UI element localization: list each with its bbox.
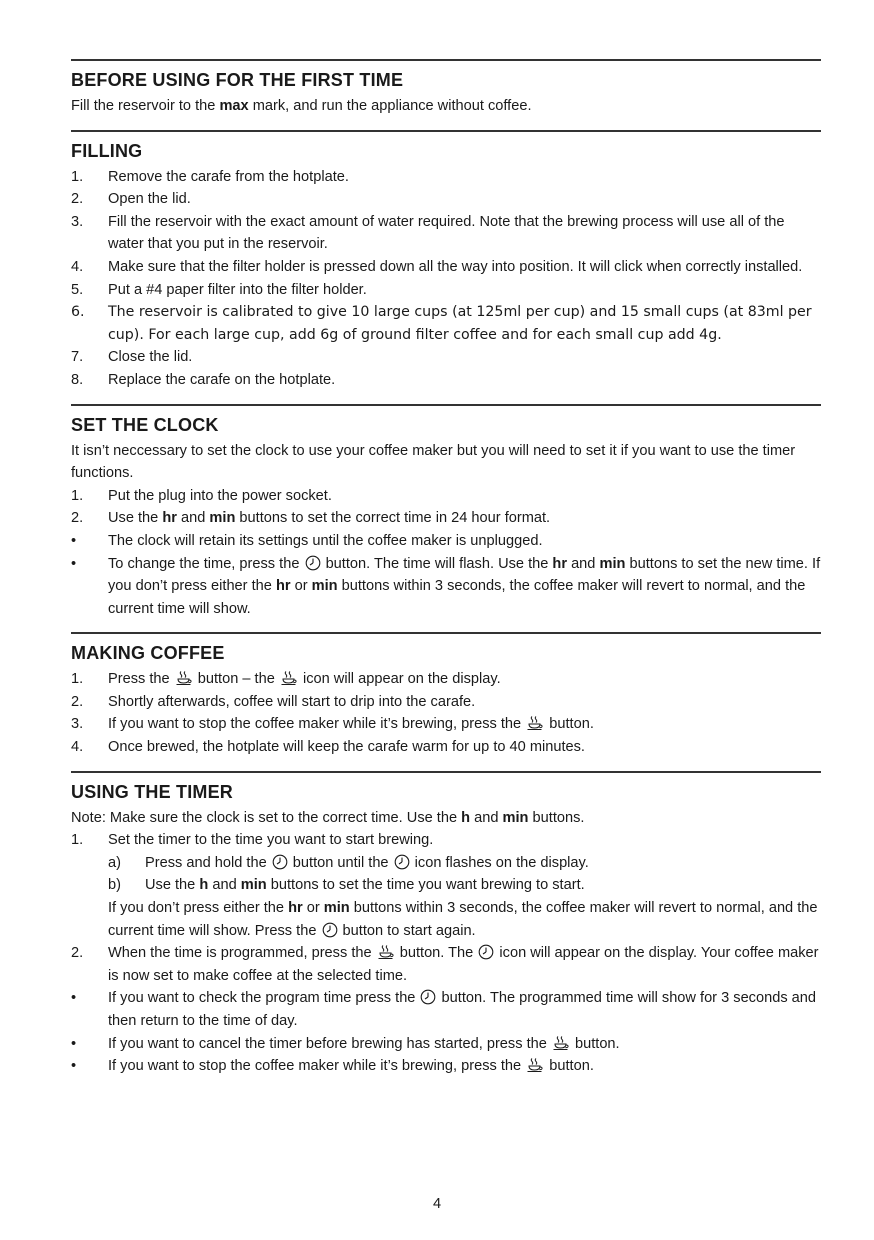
list-item: 8. Replace the carafe on the hotplate. (71, 371, 336, 388)
bullet-item: • The clock will retain its settings until the coffee maker is unplugged. (71, 532, 543, 549)
list-item: 3. If you want to stop the coffee maker while it’s brewing, press the button. (71, 716, 594, 733)
page-number: 4 (432, 1196, 442, 1212)
bullet-item: • To change the time, press the button. The time will flash. Use the hr and min buttons to set the new time. If you don’t press either the hr or min buttons within 3 seconds, the coffee maker will revert to normal, and the current time will show. (71, 555, 821, 617)
note: Note: Make sure the clock is set to the correct time. Use the h and min buttons. (71, 809, 585, 826)
paragraph: Fill the reservoir to the max mark, and run the appliance without coffee. (71, 98, 532, 114)
list-item: 2. Use the hr and min buttons to set the correct time in 24 hour format. (71, 510, 551, 527)
list-item: 4. Once brewed, the hotplate will keep the carafe warm for up to 40 minutes. (71, 739, 585, 756)
bullet-item: • If you want to cancel the timer before brewing has started, press the button. (71, 1035, 620, 1052)
list-item: 1. Put the plug into the power socket. (71, 487, 332, 504)
section-filling (71, 130, 821, 392)
list-item: 1. Set the timer to the time you want to start brewing. (71, 832, 434, 849)
list-item: 2. Shortly afterwards, coffee will start to drip into the carafe. (71, 693, 476, 710)
section-title: BEFORE USING FOR THE FIRST TIME (71, 70, 404, 90)
bullet-item: • If you want to stop the coffee maker while it’s brewing, press the button. (71, 1058, 594, 1075)
coffee-cup-icon (280, 670, 298, 686)
clock-icon (394, 854, 410, 870)
bullet-item: • If you want to check the program time press the button. The programmed time will show for 3 seconds and then return to the time of day. (71, 990, 817, 1029)
paragraph: It isn’t neccessary to set the clock to use your coffee maker but you will need to set it if you want to use the timer functions. (71, 442, 796, 482)
list-item: 1. Press the button – the icon will appear on the display. (71, 671, 501, 688)
list-item: 2. Open the lid. (71, 191, 191, 208)
list-item: 7. Close the lid. (71, 349, 193, 366)
section-making-coffee (71, 632, 821, 758)
section-title: USING THE TIMER (71, 781, 234, 802)
coffee-cup-icon (552, 1035, 570, 1051)
page-content (71, 59, 821, 1090)
section-title: SET THE CLOCK (71, 414, 219, 435)
list-item: 1. Remove the carafe from the hotplate. (71, 168, 349, 185)
sub-item: a) Press and hold the button until the icon flashes on the display. (108, 854, 589, 871)
section-title: MAKING COFFEE (71, 643, 225, 664)
list-item: 5. Put a #4 paper filter into the filter holder. (71, 281, 367, 298)
clock-icon (478, 944, 494, 960)
section-title: FILLING (71, 140, 143, 161)
list-item: 3. Fill the reservoir with the exact amount of water required. Note that the brewing process will use all of the water that you put in the reservoir. (71, 213, 785, 253)
continuation-text: If you don’t press either the hr or min buttons within 3 seconds, the coffee maker will revert to normal, and the current time will show. Press the button to start again. (108, 900, 818, 939)
coffee-cup-icon (175, 670, 193, 686)
list-item: 4. Make sure that the filter holder is pressed down all the way into position. It will click when correctly installed. (71, 258, 803, 275)
clock-icon (305, 555, 321, 571)
coffee-cup-icon (526, 1057, 544, 1073)
sub-item: b) Use the h and min buttons to set the time you want brewing to start. (108, 877, 585, 894)
clock-icon (420, 989, 436, 1005)
section-set-clock (71, 404, 821, 621)
section-first-time (71, 59, 821, 118)
clock-icon (272, 854, 288, 870)
list-item: 2. When the time is programmed, press the button. The icon will appear on the display. Your coffee maker is now set to make coffee at the selected time. (71, 945, 819, 984)
section-using-timer (71, 771, 821, 1078)
list-item: 6. The reservoir is calibrated to give 10 large cups (at 125ml per cup) and 15 small cups (at 83ml per cup). For each large cup, add 6g of ground filter coffee and for each small cup add 4g. (71, 304, 812, 343)
clock-icon (322, 922, 338, 938)
coffee-cup-icon (377, 944, 395, 960)
coffee-cup-icon (526, 715, 544, 731)
